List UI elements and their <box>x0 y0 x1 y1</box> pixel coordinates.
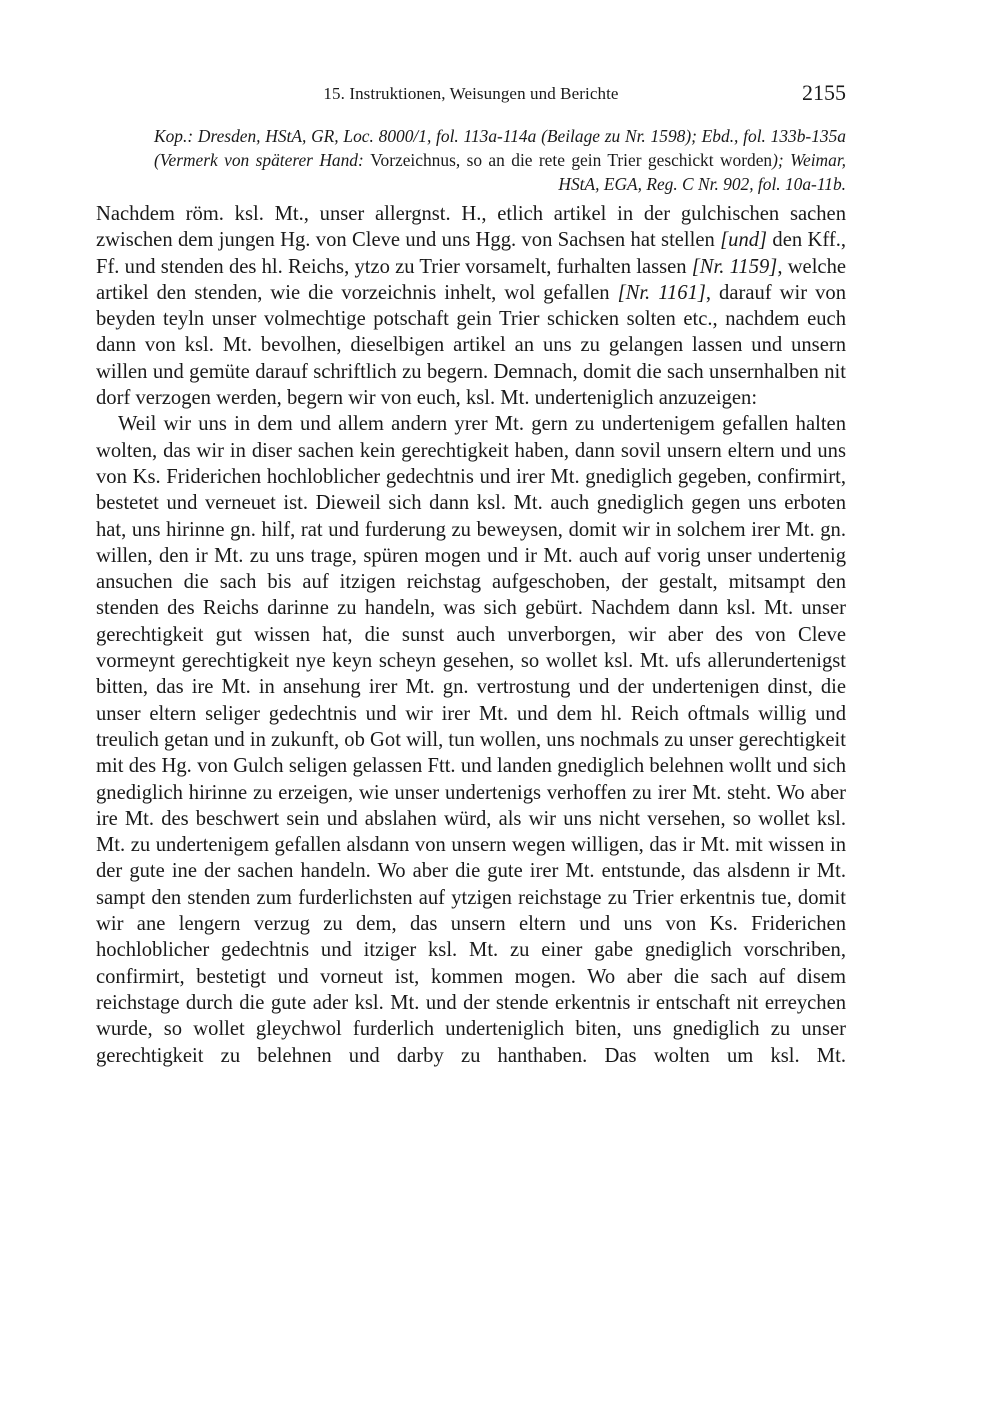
paragraph-1-e: , welche artikel den stenden, wie die vorzeichnis inhelt, wol gefallen <box>96 255 847 304</box>
editorial-insertion: [und] <box>720 229 768 252</box>
source-note <box>96 124 846 196</box>
paragraph-2: Weil wir uns in dem und allem andern yrer Mt. gern zu undertenigem gefallen halten wolten, das wir in diser sachen kein gerechtigkeit haben, dann sovil unsern eltern und uns von Ks. Friderichen hochloblicher gedechtnis und irer Mt. gnediglich gegeben, confirmirt, bestetet und verneuet ist. Dieweil sich dann ksl. Mt. auch gnediglich gegen uns erboten hat, uns hirinne gn. hilf, rat und furderung zu beweysen, domit wir in solchem irer Mt. gn. willen, den ir Mt. zu uns trage, spüren mogen und ir Mt. auch auf vorig unser undertenig ansuchen die sach bis auf itzigen reichstag aufgeschoben, der gestalt, mitsampt den stenden des Reichs darinne zu handeln, was sich gebürt. Nachdem dann ksl. Mt. unser gerechtigkeit gut wissen hat, die sunst auch unverborgen, wir aber des von Cleve vormeynt gerechtigkeit nye keyn scheyn gesehen, so wollet ksl. Mt. ufs allerundertenigst bitten, das ire Mt. in ansehung irer Mt. gn. vertrostung und der undertenigen dinst, die unser eltern seliger gedechtnis und wir irer Mt. und dem hl. Reich oftmals willig und treulich getan und in zukunft, ob Got will, tun wollen, uns nochmals zu unser gerechtigkeit mit des Hg. von Gulch seligen gelassen Ftt. und landen gnediglich belehnen wollt und sich gnediglich hirinne zu erzeigen, wie unser undertenigs verhoffen zu irer Mt. steht. Wo aber ire Mt. des beschwert sein und abslahen würd, als wir uns nicht versehen, so wollet ksl. Mt. zu undertenigem gefallen alsdann von unsern wegen willigen, das ir Mt. mit wissen in der gute ine der sachen handeln. Wo aber die gute irer Mt. entstunde, das alsdenn ir Mt. sampt den stenden zum furderlichsten auf ytzigen reichstage zu Trier erkentnis tue, domit wir ane lengern verzug zu dem, das unsern eltern und uns von Ks. Friderichen hochloblicher gedechtnis und itziger ksl. Mt. zu einer gabe gnediglich vorschriben, confirmirt, bestetigt und vorneut ist, kommen mogen. Wo aber die sach auf disem reichstage durch die gute ader ksl. Mt. und der stende erkentnis ir entschaft nit erreychen wurde, so wollet gleychwol furderlich underteniglich biten, uns gnediglich zu unser gerechtigkeit zu belehnen und darby zu hanthaben. Das wolten um ksl. Mt. <box>96 413 846 1067</box>
paragraph-1-g: , darauf wir von beyden teyln unser volmechtige potschaft gein Trier schicken solten etc., nachdem euch dann von ksl. Mt. bevolhen, dieselbigen artikel an uns zu gelangen lassen und unsern willen und gemüte darauf schriftlich zu begern. Demnach, domit die sach unsernhalben nit dorf verzogen werden, begern wir von euch, ksl. Mt. underteniglich anzuzeigen: <box>96 281 847 410</box>
source-note-part-2: Vorzeichnus, so an die rete gein Trier geschickt worden <box>370 150 773 170</box>
cross-reference-1159: [Nr. 1159] <box>691 255 778 278</box>
page-number: 2155 <box>802 80 846 105</box>
paragraph-1-a: Nachdem röm. ksl. Mt., unser allergnst. H., etlich artikel in der gulchischen sachen zwischen dem jungen Hg. von Cleve und uns Hgg. von Sachsen hat stellen <box>96 203 846 252</box>
running-head <box>96 80 846 108</box>
paragraph-1 <box>96 201 846 411</box>
source-note-text <box>96 124 846 196</box>
running-title: 15. Instruktionen, Weisungen und Berichte <box>323 84 619 103</box>
source-note-part-3: ); Weimar, HStA, EGA, Reg. C Nr. 902, fol. 10a-11b. <box>558 150 846 194</box>
paragraph-1-c: den Kff., Ff. und stenden des hl. Reichs, ytzo zu Trier vorsamelt, furhalten lassen <box>96 229 846 278</box>
body-text <box>96 201 846 1069</box>
cross-reference-1161: [Nr. 1161] <box>617 281 706 304</box>
source-note-part-1: Kop.: Dresden, HStA, GR, Loc. 8000/1, fol. 113a-114a (Beilage zu Nr. 1598); Ebd., fol. 133b-135a (Vermerk von späterer Hand: <box>154 126 846 170</box>
